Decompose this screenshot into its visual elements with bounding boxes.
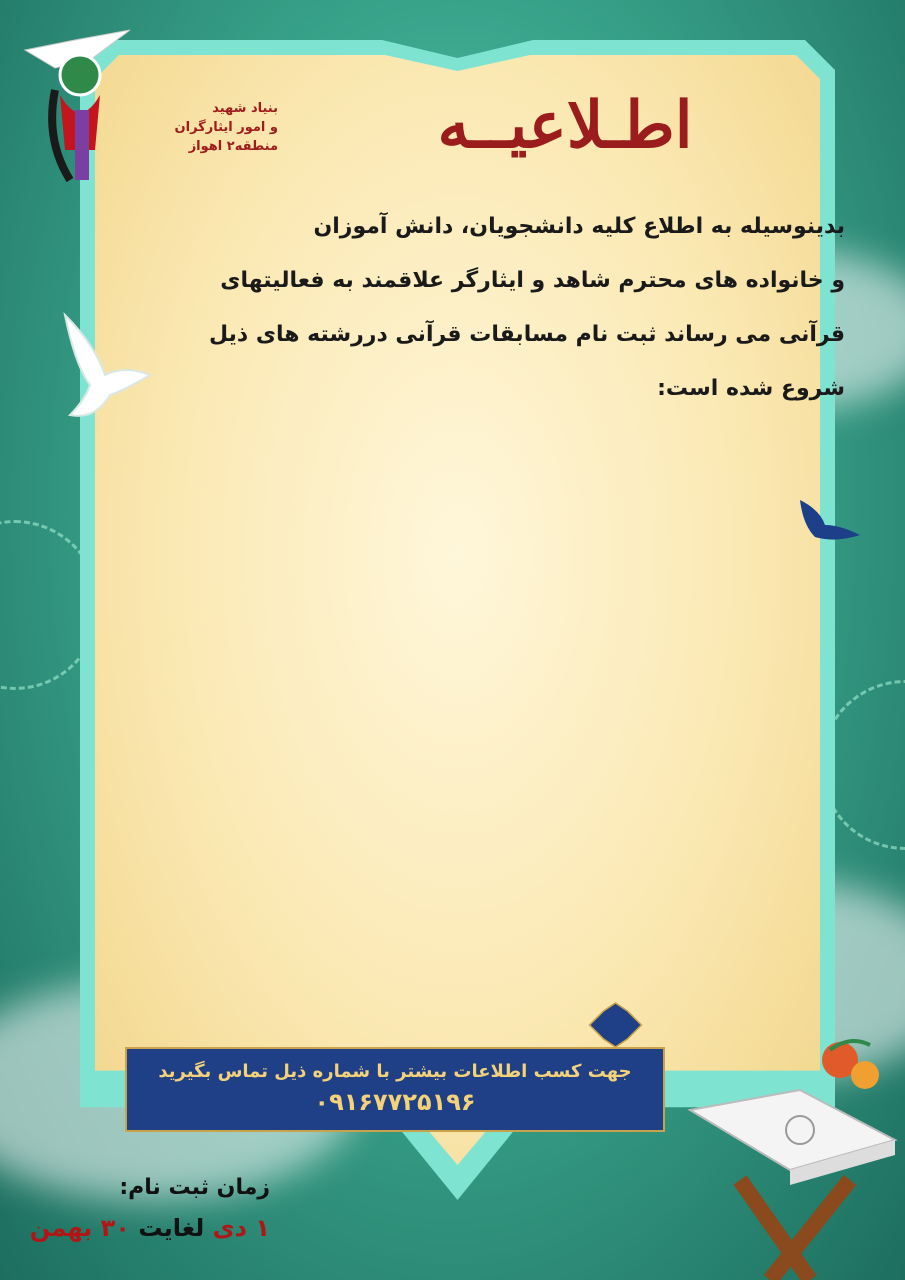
- white-dove-icon: [55, 300, 155, 430]
- intro-line-4: شروع شده است:: [657, 376, 845, 401]
- blue-bird-icon: [795, 495, 865, 545]
- foundation-name: [118, 100, 278, 157]
- registration-label: زمان ثبت نام:: [119, 1175, 270, 1200]
- quran-stand-icon: [680, 1030, 905, 1280]
- intro-line-1: بدینوسیله به اطلاع کلیه دانشجویان، دانش آموزان: [313, 214, 845, 239]
- logo-line-2: و امور ایثارگران: [174, 119, 278, 135]
- contact-phone[interactable]: ۰۹۱۶۷۷۲۵۱۹۶: [314, 1088, 476, 1116]
- intro-paragraph: [185, 200, 845, 416]
- page-title: اطـلاعیــه: [437, 88, 693, 163]
- contact-text: جهت کسب اطلاعات بیشتر با شماره ذیل تماس بگیرید: [158, 1061, 632, 1082]
- ornament-icon: [588, 1000, 643, 1050]
- foundation-logo-icon: [15, 20, 135, 200]
- registration-connector: لغایت: [138, 1214, 205, 1242]
- logo-line-3: منطقه۲ اهواز: [188, 138, 278, 154]
- contact-box: [125, 1047, 665, 1132]
- registration-time: [20, 1175, 270, 1242]
- intro-line-2: و خانواده های محترم شاهد و ایثارگر علاقمند به فعالیتهای: [220, 268, 845, 293]
- registration-dates: [20, 1214, 270, 1242]
- registration-to: ۳۰ بهمن: [29, 1214, 130, 1242]
- registration-from: ۱ دی: [212, 1214, 270, 1242]
- intro-line-3: قرآنی می رساند ثبت نام مسابقات قرآنی دررشته های ذیل: [209, 322, 845, 347]
- logo-line-1: بنیاد شهید: [212, 101, 278, 116]
